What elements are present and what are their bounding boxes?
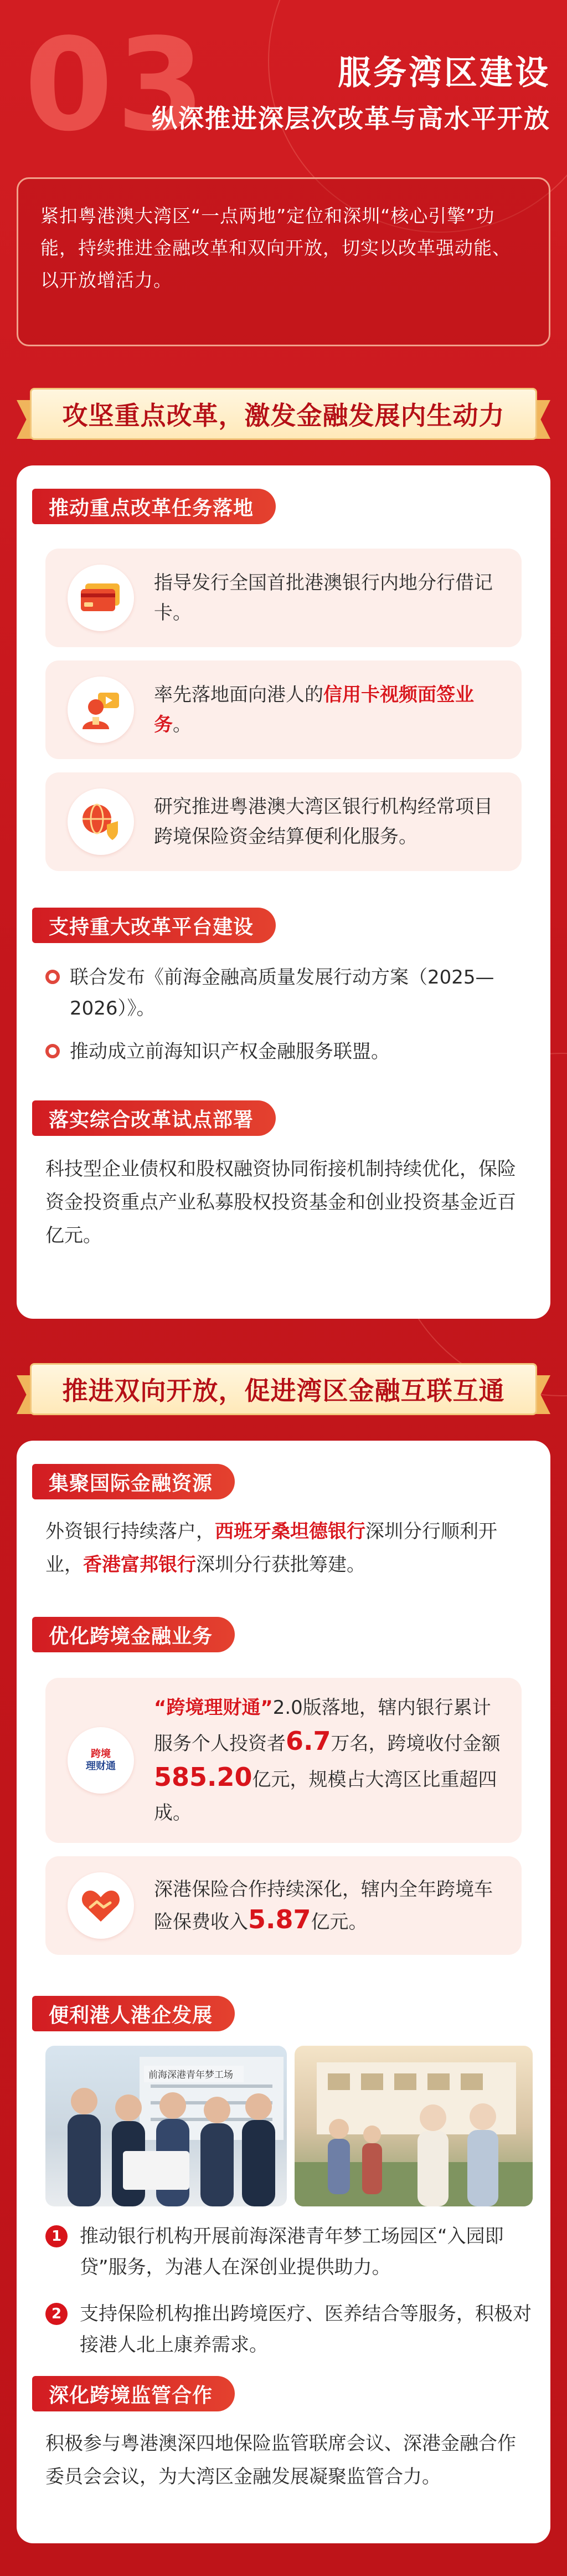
tag-text: 集聚国际金融资源 (49, 1472, 213, 1495)
card-video-sign (45, 660, 522, 759)
photo-row (45, 2046, 533, 2206)
section2-panel (17, 1441, 550, 2543)
list-item (45, 2298, 533, 2360)
card-debit-card (45, 549, 522, 647)
card-text-part: ” (260, 1697, 273, 1719)
text-part: 深圳分行获批筹建。 (196, 1554, 365, 1576)
card-text-part: 万名，跨境收付金额 (331, 1733, 501, 1755)
stat-number: 6.7 (286, 1726, 331, 1756)
text-part: 深圳分行顺利开业， (45, 1520, 497, 1576)
tag-reform-platforms (32, 908, 276, 943)
globe-shield-icon (68, 788, 134, 855)
tag-regulatory-cooperation (32, 2376, 235, 2411)
tag-text: 推动重点改革任务落地 (49, 496, 254, 520)
card-text: 研究推进粤港澳大湾区银行机构经常项目跨境保险资金结算便利化服务。 (154, 796, 493, 848)
card-text-part: 。 (173, 714, 192, 736)
page-title: 服务湾区建设 (338, 54, 550, 93)
bullet-text: 推动成立前海知识产权金融服务联盟。 (70, 1041, 390, 1063)
stat-number: 585.20 (154, 1762, 252, 1792)
tag-text: 落实综合改革试点部署 (49, 1108, 254, 1131)
ribbon-body (30, 1363, 537, 1415)
card-highlight: 信用卡视频面签业务 (154, 684, 474, 736)
tag-text: 便利港人港企发展 (49, 2004, 213, 2027)
card-text (154, 1691, 505, 1830)
card-text (154, 1875, 505, 1937)
tag-cross-border-business (32, 1617, 235, 1652)
section-number: 03 (24, 12, 209, 160)
photo-elderly-care (295, 2046, 533, 2206)
paragraph: 科技型企业债权和股权融资协同衔接机制持续优化，保险资金投资重点产业私募股权投资基金和创业投资基金近百亿元。 (45, 1158, 516, 1247)
card-wealth-connect (45, 1678, 522, 1843)
bank-highlight: 西班牙桑坦德银行 (215, 1520, 365, 1543)
list-item (45, 962, 533, 1024)
section2-banner (17, 1363, 550, 1421)
logo-text: 跨境 (91, 1748, 111, 1760)
bullet-ring-icon (45, 970, 60, 984)
page-subtitle: 纵深推进深层次改革与高水平开放 (152, 104, 550, 134)
card-auto-insurance (45, 1856, 522, 1955)
person-video-icon (68, 677, 134, 743)
list-item (45, 2221, 533, 2283)
handshake-heart-icon (68, 1872, 134, 1939)
card-text-part: 亿元，规模占大湾区比重超四成。 (154, 1769, 497, 1824)
intro-text: 紧扣粤港澳大湾区“一点两地”定位和深圳“核心引擎”功能，持续推进金融改革和双向开放，切实以改革强动能、以开放增活力。 (40, 205, 511, 291)
stat-number: 5.87 (248, 1904, 311, 1934)
card-text-part: “ (154, 1697, 167, 1719)
header (0, 0, 567, 166)
tag-reform-tasks (32, 489, 276, 524)
bullet-text: 推动银行机构开展前海深港青年梦工场园区“入园即贷”服务，为港人在深创业提供助力。 (80, 2225, 504, 2278)
bullet-text: 支持保险机构推出跨境医疗、医养结合等服务，积极对接港人北上康养需求。 (80, 2303, 532, 2356)
card-text-part: 深港保险合作持续深化，辖内全年跨境车险保费收入 (154, 1878, 493, 1933)
card-text (154, 680, 505, 740)
tag-hk-residents-business (32, 1996, 235, 2031)
text-part: 外资银行持续落户， (45, 1520, 215, 1543)
card-highlight: 跨境理财通 (166, 1697, 261, 1719)
bullet-text: 联合发布《前海金融高质量发展行动方案（2025—2026）》。 (70, 966, 494, 1020)
paragraph: 积极参与粤港澳深四地保险监管联席会议、深港金融合作委员会会议，为大湾区金融发展凝聚监管合力。 (45, 2432, 516, 2488)
card-cross-border-insurance (45, 772, 522, 871)
tag-text: 优化跨境金融业务 (49, 1625, 213, 1648)
paragraph-foreign-banks (45, 1515, 533, 1581)
card-text-part: 率先落地面向港人的 (154, 684, 323, 706)
bank-highlight: 香港富邦银行 (83, 1554, 196, 1576)
section1-banner (17, 388, 550, 445)
tag-text: 支持重大改革平台建设 (49, 915, 254, 939)
tag-international-resources (32, 1464, 235, 1499)
card-text-part: 亿元。 (311, 1911, 368, 1933)
photo-dream-factory-team (45, 2046, 287, 2206)
section1-panel (17, 465, 550, 1319)
tag-pilot-deployment (32, 1100, 276, 1136)
card-icon (68, 565, 134, 631)
card-text: 指导发行全国首批港澳银行内地分行借记卡。 (154, 572, 493, 624)
logo-text: 理财通 (86, 1760, 116, 1772)
bullet-ring-icon (45, 1044, 60, 1058)
section1-banner-text: 攻坚重点改革，激发金融发展内生动力 (62, 401, 505, 431)
card-text-part: 2.0版落地，辖内银行累计服务个人投资者 (154, 1697, 491, 1755)
wealth-connect-logo (68, 1727, 134, 1794)
number-badge: 2 (45, 2303, 68, 2325)
intro-box (17, 177, 550, 346)
ribbon-body (30, 388, 537, 440)
tag-text: 深化跨境监管合作 (49, 2384, 213, 2407)
section2-banner-text: 推进双向开放，促进湾区金融互联互通 (62, 1376, 505, 1406)
photo-sign-text: 前海深港青年梦工场 (148, 2070, 233, 2081)
number-badge: 1 (45, 2225, 68, 2247)
list-item (45, 1036, 533, 1067)
